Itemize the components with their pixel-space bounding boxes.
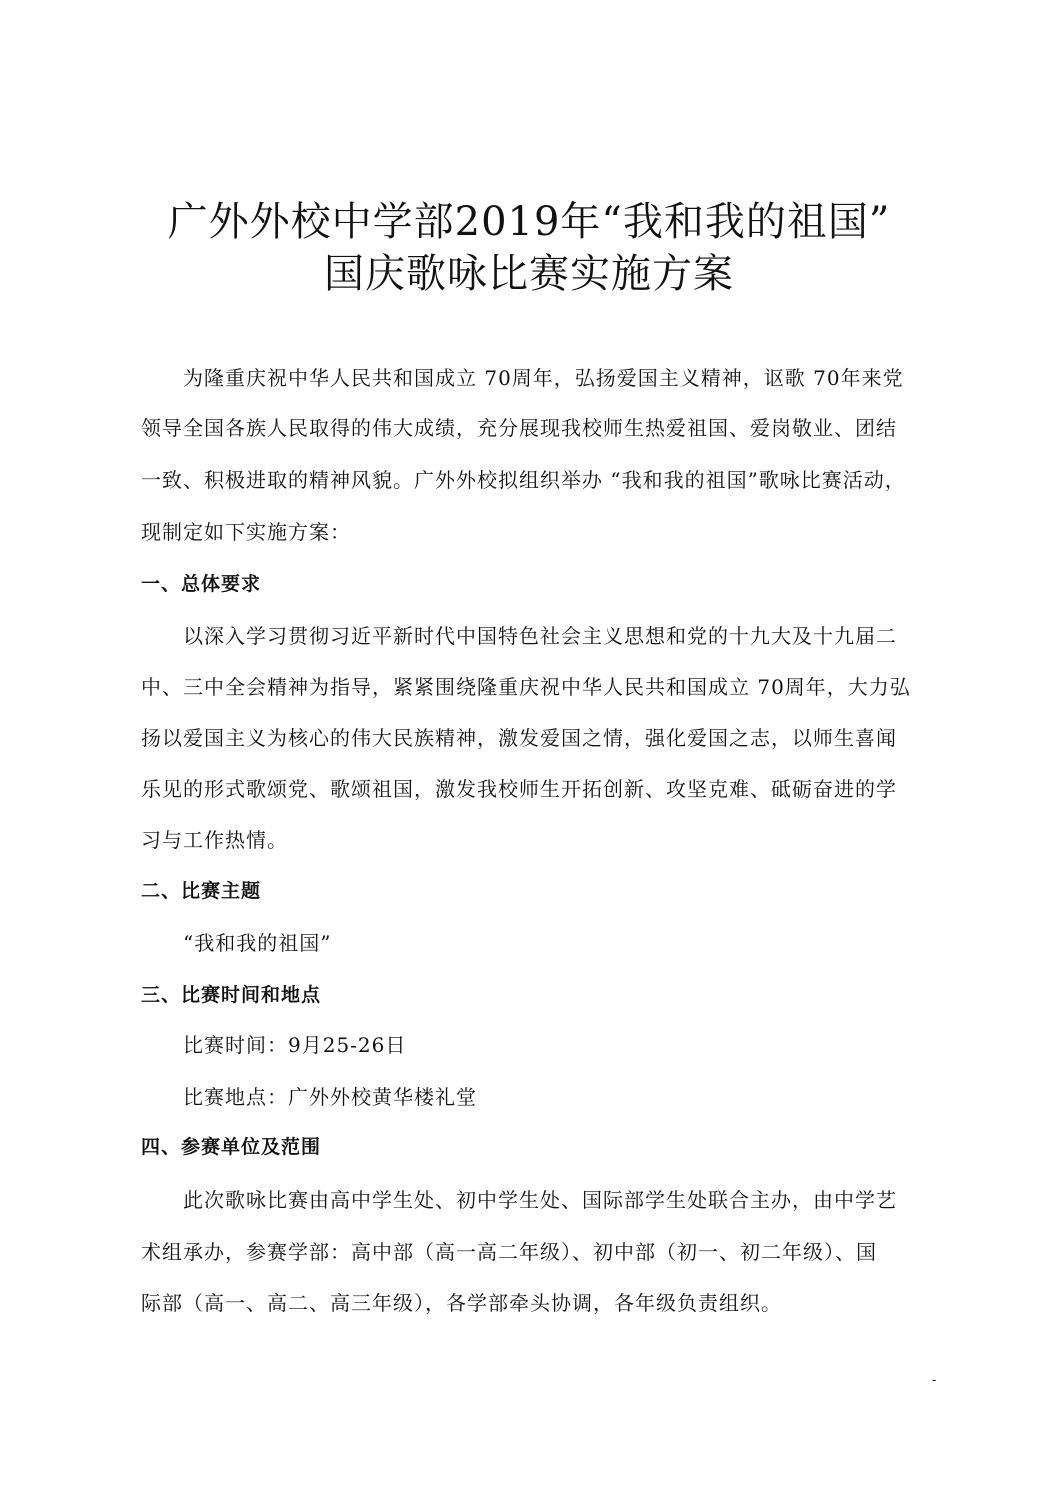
- section-4-line: 际部（高一、高二、高三年级），各学部牵头协调，各年级负责组织。: [141, 1291, 782, 1315]
- section-1-line: 乐见的形式歌颂党、歌颂祖国，激发我校师生开拓创新、攻坚克难、砥砺奋进的学: [141, 777, 897, 801]
- section-3-line: 比赛地点：广外外校黄华楼礼堂: [183, 1085, 477, 1109]
- document-title-line-1: 广外外校中学部2019年“我和我的祖国”: [167, 199, 891, 245]
- section-4-line: 此次歌咏比赛由高中学生处、初中学生处、国际部学生处联合主办，由中学艺: [183, 1188, 897, 1212]
- section-1-line: 扬以爱国主义为核心的伟大民族精神，激发爱国之情，强化爱国之志，以师生喜闻: [141, 726, 897, 750]
- section-4-line: 术组承办，参赛学部：高中部（高一高二年级）、初中部（初一、初二年级）、国: [141, 1240, 877, 1264]
- section-heading-3: 三、比赛时间和地点: [141, 984, 322, 1006]
- section-1-line: 中、三中全会精神为指导，紧紧围绕隆重庆祝中华人民共和国成立 70周年，大力弘: [141, 675, 911, 699]
- page-mark: -: [932, 1373, 937, 1387]
- section-1-line: 习与工作热情。: [141, 828, 288, 852]
- section-heading-2: 二、比赛主题: [141, 880, 262, 902]
- intro-line: 为隆重庆祝中华人民共和国成立 70周年，弘扬爱国主义精神，讴歌 70年来党: [183, 366, 904, 390]
- document-title-line-2: 国庆歌咏比赛实施方案: [324, 251, 734, 297]
- section-1-line: 以深入学习贯彻习近平新时代中国特色社会主义思想和党的十九大及十九届二: [183, 624, 897, 648]
- intro-line: 领导全国各族人民取得的伟大成绩，充分展现我校师生热爱祖国、爱岗敬业、团结: [141, 416, 897, 440]
- section-heading-1: 一、总体要求: [141, 573, 262, 595]
- intro-line: 现制定如下实施方案：: [141, 520, 351, 544]
- section-3-line: 比赛时间：9月25-26日: [183, 1033, 407, 1057]
- section-heading-4: 四、参赛单位及范围: [141, 1136, 322, 1158]
- intro-line: 一致、积极进取的精神风貌。广外外校拟组织举办 “我和我的祖国”歌咏比赛活动，: [141, 468, 906, 492]
- section-2-line: “我和我的祖国”: [183, 931, 332, 955]
